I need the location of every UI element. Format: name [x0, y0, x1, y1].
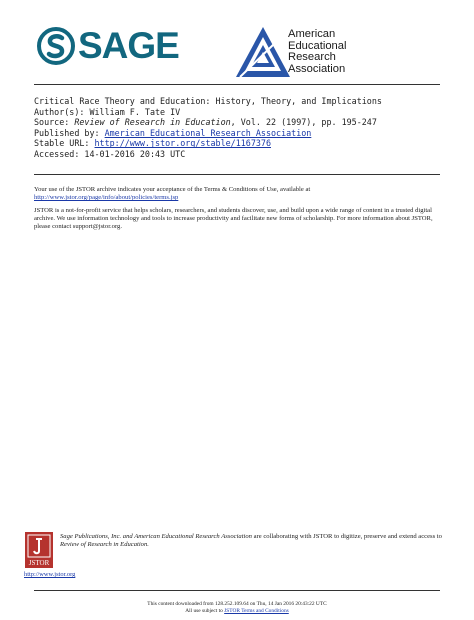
terms-paragraph [34, 186, 444, 203]
collaboration-notice [60, 533, 446, 550]
source-line [34, 117, 454, 128]
author-name: William F. Tate IV [89, 106, 181, 117]
collaborating-publishers: Sage Publications, Inc. and American Educational Research Association [60, 533, 252, 540]
terms-text: Your use of the JSTOR archive indicates your acceptance of the Terms & Conditions of Use, available at [34, 186, 311, 193]
accessed-line: Accessed: 14-01-2016 20:43 UTC [34, 148, 186, 159]
stable-url-link[interactable]: http://www.jstor.org/stable/1167376 [94, 138, 271, 149]
footer-divider [34, 590, 440, 591]
jstor-logo [24, 531, 54, 569]
jstor-terms [34, 186, 444, 235]
jstor-seal-icon [24, 531, 54, 569]
meta-divider [34, 174, 440, 175]
header-divider [34, 84, 440, 85]
jstor-logo-text: JSTOR [28, 559, 50, 567]
author-line [34, 107, 454, 118]
sage-emblem-icon [36, 26, 76, 66]
jstor-home-link[interactable]: http://www.jstor.org [24, 571, 76, 578]
terms-footer-text: All use subject to [185, 608, 225, 614]
aera-triangle-icon [234, 24, 292, 80]
source-details: , Vol. 22 (1997), pp. 195-247 [230, 117, 377, 128]
aera-name: American Educational Research Association [288, 28, 347, 75]
terms-footer-link[interactable]: JSTOR Terms and Conditions [224, 608, 289, 614]
collaboration-journal: Review of Research in Education. [60, 541, 149, 549]
published-line [34, 128, 454, 139]
source-label: Source: [34, 117, 75, 128]
source-journal: Review of Research in Education [74, 117, 231, 128]
sage-wordmark: SAGE [78, 25, 179, 66]
author-label: Author(s): [34, 106, 90, 117]
stable-url-label: Stable URL: [34, 138, 95, 149]
terms-link[interactable]: http://www.jstor.org/page/info/about/policies/terms.jsp [34, 194, 179, 202]
stable-url-line [34, 138, 454, 149]
aera-logo [234, 24, 374, 82]
terms-footer [0, 608, 474, 615]
publisher-link[interactable]: American Educational Research Association [104, 127, 312, 138]
citation-block [34, 96, 454, 160]
published-label: Published by: [34, 127, 105, 138]
jstor-info-paragraph: JSTOR is a not-for-profit service that helps scholars, researchers, and students discover, use, and build upon a wide range of content in a trusted digital archive. We use information technology and tools to increase productivity and facilitate new forms of scholarship. For more information about JSTOR, please contact support@jstor.org. [34, 206, 433, 231]
collaboration-text: are collaborating with JSTOR to digitize, preserve and extend access to [251, 533, 442, 540]
download-notice: This content downloaded from 128.252.109.64 on Thu, 14 Jan 2016 20:43:22 UTC [147, 601, 327, 607]
sage-logo [36, 25, 179, 66]
article-title: Critical Race Theory and Education: History, Theory, and Implications [34, 96, 382, 106]
